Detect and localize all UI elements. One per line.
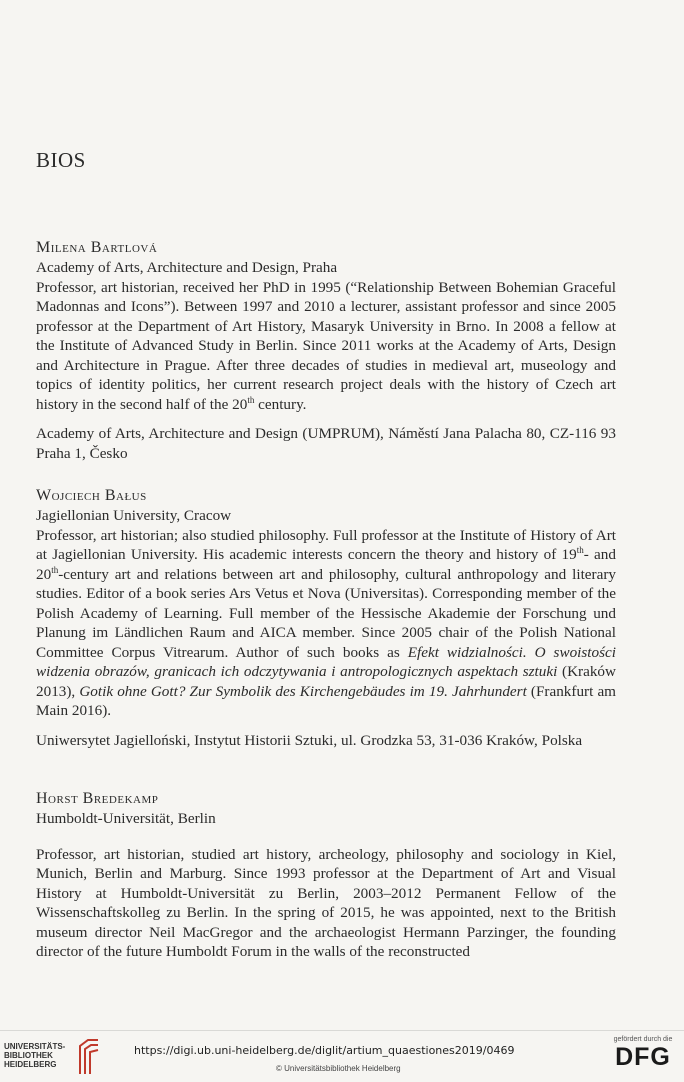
bio-balus <box>36 486 616 750</box>
bio-text: Professor, art historian; also studied philosophy. Full professor at the Institute of History of Art at Jagiellonian University. His academic interests concern the theory and history of 19th- and 20th-century art and relations between art and philosophy, cultural anthropology and literary studies. Editor of a book series Ars Vetus et Nova (Universitas). Corresponding member of the Polish Academy of Learning. Full member of the Hessische Akademie der Forschung und Planung im Ländlichen Raum and AICA member. Since 2005 chair of the Polish National Committee Corpus Vitrearum. Author of such books as Efekt widzialności. O swoistości widzenia obrazów, granicach ich odczytywania i antropologicznych aspektach sztuki (Kraków 2013), Gotik ohne Gott? Zur Symbolik des Kirchengebäudes im 19. Jahrhundert (Frankfurt am Main 2016). <box>36 526 616 719</box>
bio-bartlova <box>36 238 616 463</box>
bio-name: Milena Bartlová <box>36 239 158 256</box>
book-title: Efekt widzialności. O swoistości widzenia obrazów, granicach ich odczytywania i antropologicznych aspektach sztuki <box>36 643 616 680</box>
copyright-notice: © Universitätsbibliothek Heidelberg <box>276 1064 401 1073</box>
bio-name: Horst Bredekamp <box>36 790 159 807</box>
bio-institution: Jagiellonian University, Cracow <box>36 507 232 524</box>
ub-logo-mark-icon <box>76 1036 102 1076</box>
bio-bredekamp <box>36 789 616 962</box>
bio-address: Uniwersytet Jagielloński, Instytut Historii Sztuki, ul. Grodzka 53, 31-036 Kraków, Polska <box>36 731 583 749</box>
bio-text: Professor, art historian, studied art history, archeology, philosophy and sociology in Kiel, Munich, Berlin and Marburg. Since 1993 professor at the Department of Art and Visual History at Humboldt-Universität zu Berlin, 2003–2012 Permanent Fellow of the Wissenschaftskolleg zu Berlin. In the spring of 2015, he was appointed, next to the British museum director Neil MacGregor and the archaeologist Hermann Parzinger, the founding director of the future Humboldt Forum in the walls of the reconstructed <box>36 845 616 960</box>
bio-name: Wojciech Bałus <box>36 487 147 504</box>
bio-text: Professor, art historian, received her PhD in 1995 (“Relationship Between Bohemian Graceful Madonnas and Icons”). Between 1997 and 2010 a lecturer, assistant professor and since 2005 professor at the Department of Art History, Masaryk University in Brno. In 2008 a fellow at the Institute of Advanced Study in Berlin. Since 2011 works at the Academy of Arts, Design and Architecture in Prague. After three decades of studies in medieval art, museology and topics of identity politics, her current research project deals with the history of Czech art history in the second half of the 20th century. <box>36 278 616 413</box>
permalink-url[interactable]: https://digi.ub.uni-heidelberg.de/diglit/artium_quaestiones2019/0469 <box>134 1044 515 1057</box>
bio-institution: Humboldt-Universität, Berlin <box>36 810 216 827</box>
bio-address: Academy of Arts, Architecture and Design (UMPRUM), Náměstí Jana Palacha 80, CZ-116 93 Praha 1, Česko <box>36 425 616 462</box>
bio-institution: Academy of Arts, Architecture and Design, Praha <box>36 259 338 276</box>
dfg-caption: gefördert durch die <box>613 1036 673 1043</box>
ub-heidelberg-logo[interactable] <box>4 1034 104 1080</box>
section-heading: BIOS <box>36 148 86 172</box>
logo-text: UNIVERSITÄTS- BIBLIOTHEK HEIDELBERG <box>4 1042 66 1069</box>
book-title: Gotik ohne Gott? Zur Symbolik des Kirchengebäudes im 19. Jahrhundert <box>79 682 527 700</box>
footer-divider <box>0 1030 684 1031</box>
dfg-logo[interactable] <box>606 1036 680 1080</box>
dfg-wordmark: DFG <box>615 1043 671 1071</box>
